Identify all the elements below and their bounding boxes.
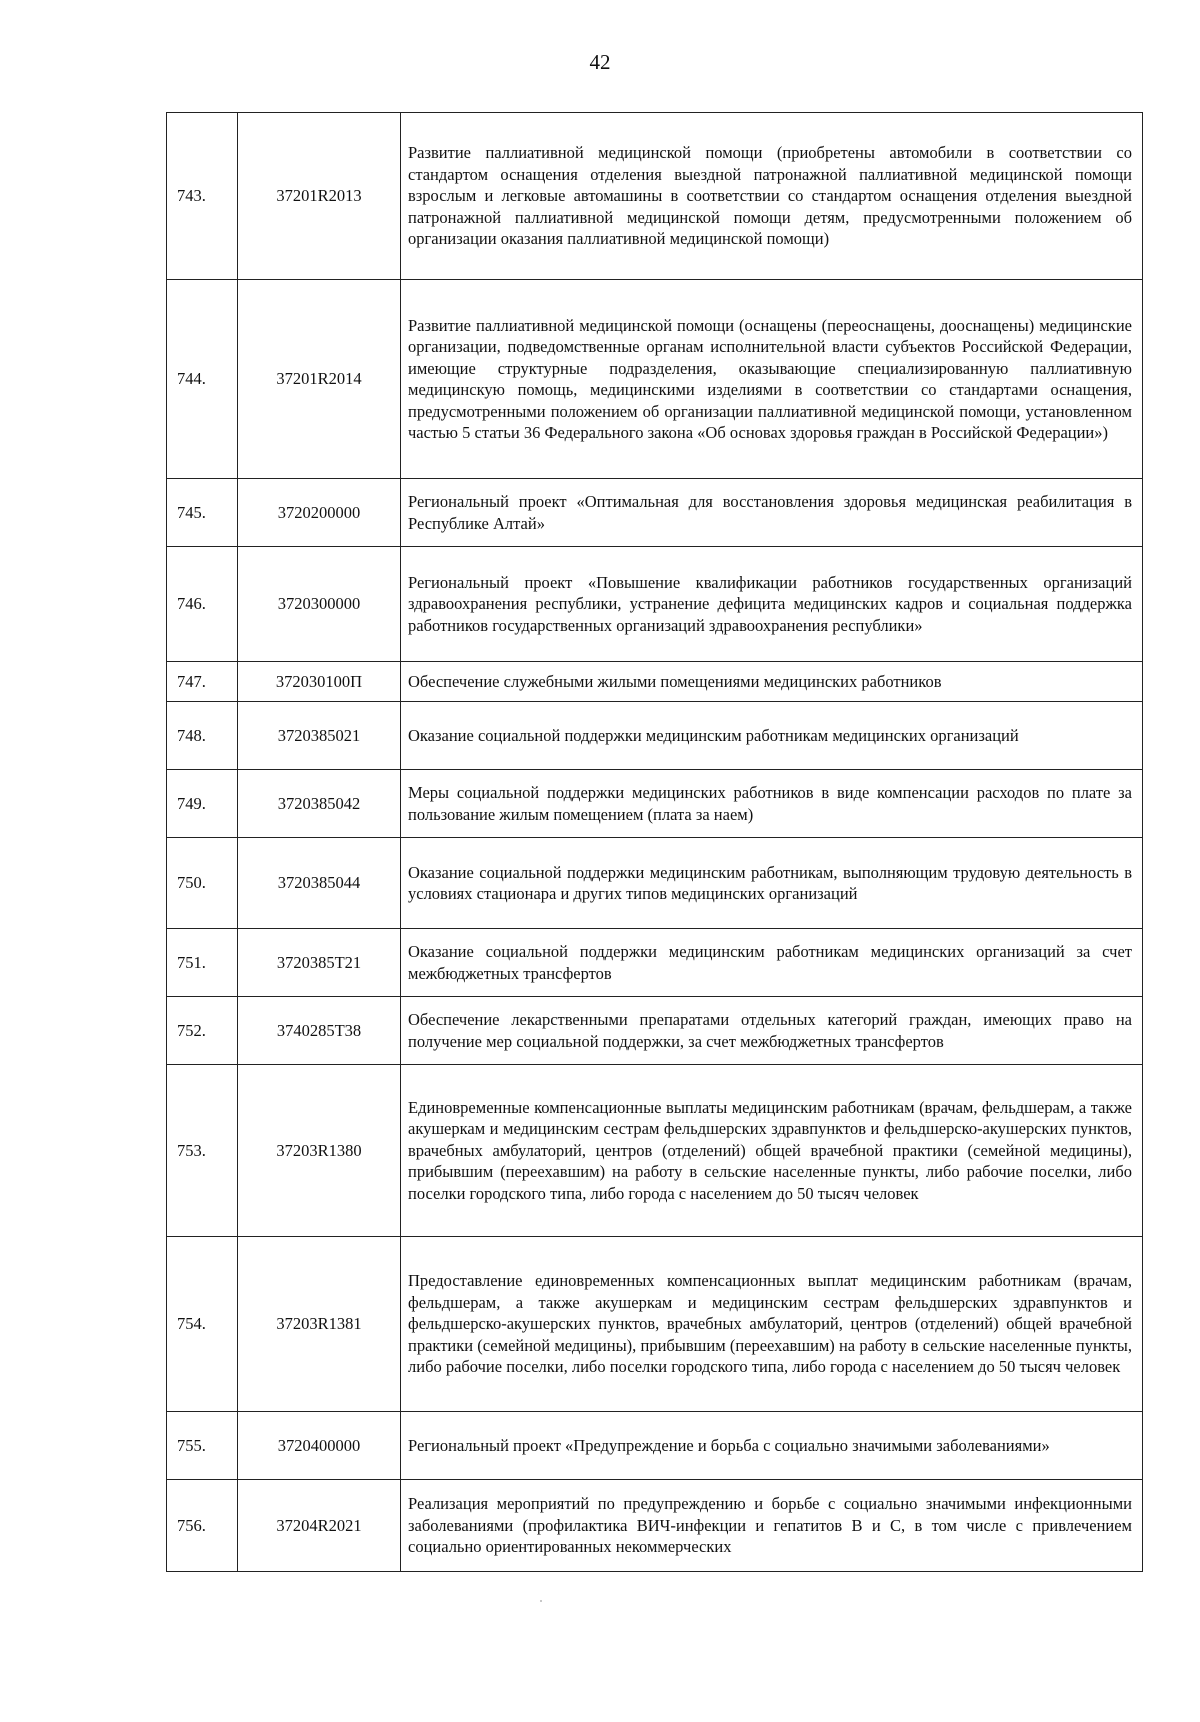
row-code: 3720385021	[238, 702, 401, 770]
row-number: 756.	[167, 1480, 238, 1572]
row-code: 3720300000	[238, 547, 401, 662]
row-code: 372030100П	[238, 662, 401, 702]
table-row	[167, 1480, 1143, 1572]
row-number: 752.	[167, 997, 238, 1065]
row-description: Реализация мероприятий по предупреждению и борьбе с социально значимыми инфекционными заболеваниями (профилактика ВИЧ-инфекции и гепатитов В и С, в том числе с привлечением социально ориентированных некоммерческих	[401, 1480, 1143, 1572]
row-code: 3720400000	[238, 1412, 401, 1480]
table-row	[167, 547, 1143, 662]
table-row	[167, 1237, 1143, 1412]
budget-classification-table	[166, 112, 1143, 1572]
row-description: Единовременные компенсационные выплаты медицинским работникам (врачам, фельдшерам, а также акушеркам и медицинским сестрам фельдшерских здравпунктов и фельдшерско-акушерских пунктов, врачебных амбулаторий, центров (отделений) общей врачебной практики (семейной медицины), прибывшим (переехавшим) на работу в сельские населенные пункты, либо рабочие поселки, либо поселки городского типа, либо города с населением до 50 тысяч человек	[401, 1065, 1143, 1237]
table-row	[167, 929, 1143, 997]
row-description: Оказание социальной поддержки медицинским работникам медицинских организаций за счет межбюджетных трансфертов	[401, 929, 1143, 997]
row-description: Региональный проект «Оптимальная для восстановления здоровья медицинская реабилитация в Республике Алтай»	[401, 479, 1143, 547]
table-row	[167, 280, 1143, 479]
row-description: Оказание социальной поддержки медицинским работникам, выполняющим трудовую деятельность в условиях стационара и других типов медицинских организаций	[401, 838, 1143, 929]
row-code: 37203R1380	[238, 1065, 401, 1237]
scan-speck	[540, 1600, 542, 1602]
row-description: Региональный проект «Повышение квалификации работников государственных организаций здравоохранения республики, устранение дефицита медицинских кадров и социальная поддержка работников государственных организаций здравоохранения республики»	[401, 547, 1143, 662]
row-description: Оказание социальной поддержки медицинским работникам медицинских организаций	[401, 702, 1143, 770]
table-row	[167, 770, 1143, 838]
row-code: 37201R2013	[238, 113, 401, 280]
row-number: 751.	[167, 929, 238, 997]
row-description: Развитие паллиативной медицинской помощи (приобретены автомобили в соответствии со стандартом оснащения отделения выездной патронажной паллиативной медицинской помощи взрослым и легковые автомашины в соответствии со стандартом оснащения отделения выездной патронажной паллиативной медицинской помощи детям, предусмотренными положением об организации оказания паллиативной медицинской помощи)	[401, 113, 1143, 280]
row-code: 3740285Т38	[238, 997, 401, 1065]
row-code: 3720385Т21	[238, 929, 401, 997]
table-row	[167, 1065, 1143, 1237]
row-number: 754.	[167, 1237, 238, 1412]
row-number: 755.	[167, 1412, 238, 1480]
row-description: Обеспечение служебными жилыми помещениями медицинских работников	[401, 662, 1143, 702]
table-row	[167, 662, 1143, 702]
row-code: 3720385044	[238, 838, 401, 929]
table-row	[167, 997, 1143, 1065]
table-row	[167, 1412, 1143, 1480]
row-description: Обеспечение лекарственными препаратами отдельных категорий граждан, имеющих право на получение мер социальной поддержки, за счет межбюджетных трансфертов	[401, 997, 1143, 1065]
row-number: 753.	[167, 1065, 238, 1237]
row-number: 750.	[167, 838, 238, 929]
row-description: Предоставление единовременных компенсационных выплат медицинским работникам (врачам, фельдшерам, а также акушеркам и медицинским сестрам фельдшерских здравпунктов и фельдшерско-акушерских пунктов, врачебных амбулаторий, центров (отделений) общей врачебной практики (семейной медицины), прибывшим (переехавшим) на работу в сельские населенные пункты, либо рабочие поселки, либо поселки городского типа, либо города с населением до 50 тысяч человек	[401, 1237, 1143, 1412]
row-code: 37203R1381	[238, 1237, 401, 1412]
row-code: 3720200000	[238, 479, 401, 547]
row-number: 744.	[167, 280, 238, 479]
row-number: 747.	[167, 662, 238, 702]
row-number: 748.	[167, 702, 238, 770]
table-row	[167, 838, 1143, 929]
row-code: 3720385042	[238, 770, 401, 838]
row-number: 745.	[167, 479, 238, 547]
row-number: 749.	[167, 770, 238, 838]
row-description: Региональный проект «Предупреждение и борьба с социально значимыми заболеваниями»	[401, 1412, 1143, 1480]
table-row	[167, 113, 1143, 280]
row-number: 743.	[167, 113, 238, 280]
page-number: 42	[589, 50, 611, 74]
row-description: Развитие паллиативной медицинской помощи (оснащены (переоснащены, дооснащены) медицинские организации, подведомственные органам исполнительной власти субъектов Российской Федерации, имеющие структурные подразделения, оказывающие специализированную паллиативную медицинскую помощь, медицинскими изделиями в соответствии со стандартами оснащения, предусмотренными положением об организации паллиативной медицинской помощи, установленном частью 5 статьи 36 Федерального закона «Об основах здоровья граждан в Российской Федерации»)	[401, 280, 1143, 479]
table-row	[167, 702, 1143, 770]
row-description: Меры социальной поддержки медицинских работников в виде компенсации расходов по плате за пользование жилым помещением (плата за наем)	[401, 770, 1143, 838]
row-code: 37201R2014	[238, 280, 401, 479]
row-code: 37204R2021	[238, 1480, 401, 1572]
row-number: 746.	[167, 547, 238, 662]
table-row	[167, 479, 1143, 547]
